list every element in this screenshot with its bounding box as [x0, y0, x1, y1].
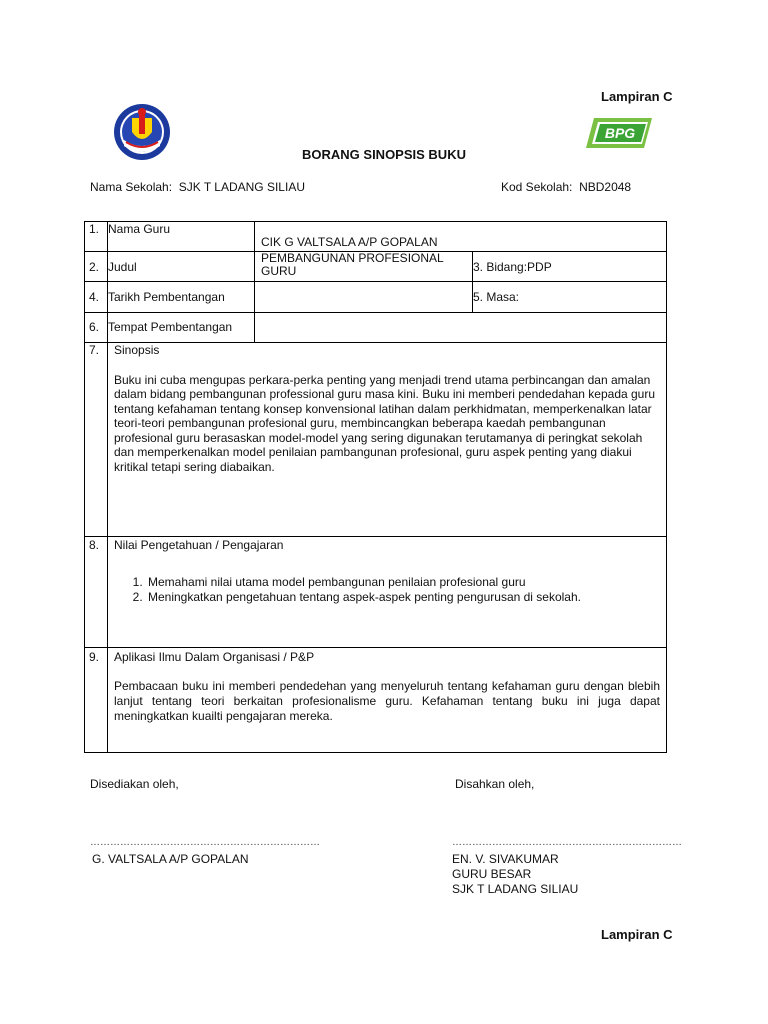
bpg-logo-text: BPG: [604, 125, 636, 141]
aplikasi-label: Aplikasi Ilmu Dalam Organisasi / P&P: [114, 650, 315, 664]
lampiran-label-bottom: Lampiran C: [601, 927, 673, 942]
nilai-list: [108, 575, 666, 605]
tarikh-pembentangan-value: [255, 282, 473, 313]
approved-school: SJK T LADANG SILIAU: [452, 882, 579, 896]
table-row: [85, 537, 667, 648]
lampiran-label-top: Lampiran C: [601, 89, 673, 104]
table-row: [85, 343, 667, 537]
prepared-signature-line: ……………………………………………………………: [90, 837, 320, 848]
nama-guru-label: Nama Guru: [108, 222, 255, 252]
row-number: 7.: [85, 343, 108, 537]
row-number: 4.: [85, 282, 108, 313]
nama-sekolah-label: Nama Sekolah:: [90, 180, 173, 194]
nilai-section: [108, 537, 667, 648]
aplikasi-section: [108, 648, 667, 753]
table-row: [85, 222, 667, 252]
table-row: [85, 252, 667, 282]
bidang-field: 3. Bidang:PDP: [473, 252, 667, 282]
judul-label: Judul: [108, 252, 255, 282]
bpg-logo-icon: [586, 116, 652, 150]
nama-guru-value: CIK G VALTSALA A/P GOPALAN: [255, 222, 667, 252]
table-row: [85, 282, 667, 313]
kod-sekolah-value: NBD2048: [579, 180, 632, 194]
approved-signature-line: ……………………………………………………………: [452, 837, 682, 848]
list-item: 2. Meningkatkan pengetahuan tentang aspek-aspek penting pengurusan di sekolah.: [146, 590, 666, 605]
sinopsis-section: [108, 343, 667, 537]
kod-sekolah-label: Kod Sekolah:: [501, 180, 573, 194]
nama-sekolah-value: SJK T LADANG SILIAU: [178, 180, 305, 194]
approved-by-label: Disahkan oleh,: [455, 777, 535, 791]
page-title: BORANG SINOPSIS BUKU: [302, 147, 466, 162]
tarikh-pembentangan-label: Tarikh Pembentangan: [108, 282, 255, 313]
row-number: 6.: [85, 313, 108, 343]
sinopsis-text: Buku ini cuba mengupas perkara-perka penting yang menjadi trend utama perbincangan dan amalan dalam bidang pembangunan professional guru masa kini. Buku ini memberi pendedahan kepada guru tentang kefahaman tentang konsep konvensional latihan dalam perkhidmatan, memperkenalkan latar teori-teori pembangunan profesional guru, membincangkan beberapa kaedah pembangunan profesional guru berasaskan model-model yang sering digunakan terutamanya di peringkat sekolah dan memperkenalkan model penilaian pambangunan profesional, guru aspek penting yang diakui kritikal tetapi sering diabaikan.: [114, 372, 656, 474]
approved-name: EN. V. SIVAKUMAR: [452, 852, 559, 866]
nama-sekolah-row: [90, 180, 305, 194]
approved-title: GURU BESAR: [452, 867, 532, 881]
row-number: 9.: [85, 648, 108, 753]
tempat-pembentangan-label: Tempat Pembentangan: [108, 313, 255, 343]
row-number: 2.: [85, 252, 108, 282]
tempat-pembentangan-value: [255, 313, 667, 343]
prepared-name: G. VALTSALA A/P GOPALAN: [92, 852, 249, 866]
prepared-by-label: Disediakan oleh,: [90, 777, 179, 791]
masa-field: 5. Masa:: [473, 282, 667, 313]
row-number: 1.: [85, 222, 108, 252]
list-item: 1. Memahami nilai utama model pembangunan penilaian profesional guru: [146, 575, 666, 590]
kod-sekolah-row: [501, 180, 631, 194]
judul-value: PEMBANGUNAN PROFESIONAL GURU: [255, 252, 473, 282]
sinopsis-form-table: [84, 221, 667, 753]
table-row: [85, 648, 667, 753]
row-number: 8.: [85, 537, 108, 648]
table-row: [85, 313, 667, 343]
aplikasi-text: Pembacaan buku ini memberi pendedehan yang menyeluruh tentang kefahaman guru dengan blebih lanjut tentang teori berkaitan profesionalisme guru. Kefahaman tentang buku ini juga dapat meningkatkan kuailti pengajaran mereka.: [114, 678, 660, 723]
sinopsis-label: Sinopsis: [114, 343, 160, 357]
approved-block: [452, 852, 578, 897]
nilai-label: Nilai Pengetahuan / Pengajaran: [114, 538, 284, 552]
